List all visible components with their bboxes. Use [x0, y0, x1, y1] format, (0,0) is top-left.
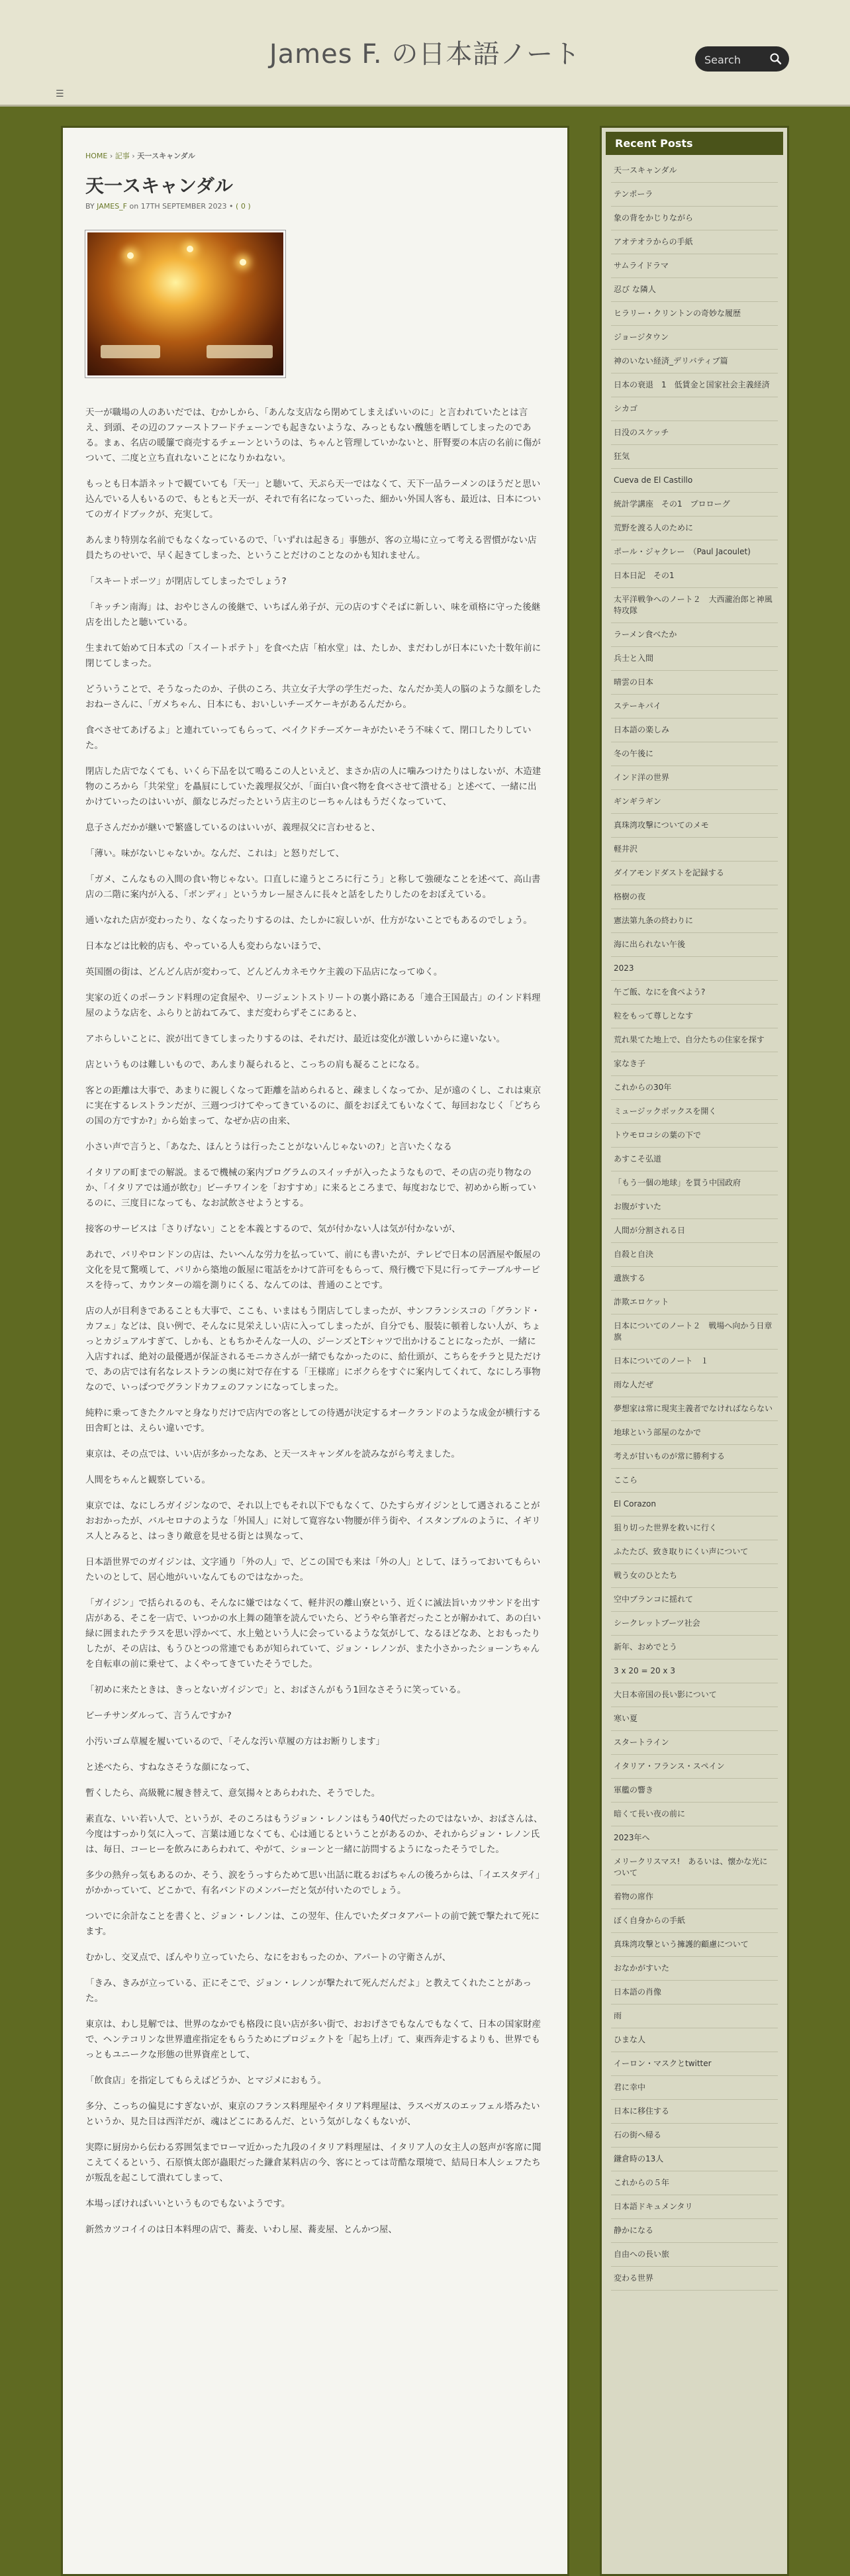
- meta-comments[interactable]: ( 0 ): [236, 202, 251, 211]
- recent-post-link[interactable]: Cueva de El Castillo: [611, 469, 778, 493]
- recent-post-link[interactable]: 荒野を渡る人のために: [611, 517, 778, 540]
- recent-post-link[interactable]: 3 x 20 = 20 x 3: [611, 1660, 778, 1683]
- recent-post-link[interactable]: 人間が分割される日: [611, 1219, 778, 1243]
- post-paragraph: 英国圏の街は、どんどん店が変わって、どんどんカネモウケ主義の下品店になってゆく。: [85, 967, 443, 977]
- post-paragraph: 店の人が目利きであることも大事で、ここも、いまはもう閉店してしまったが、サンフランシスコの「グランド・カフェ」などは、良い例で、そんなに見栄えしい店に入ってしまったが、自分でも、服装に頓着しない人が、ちょっとカジュアルすぎて、しかも、ともちかそんな一人の、ジーンズとTシャツで出かけることになったが、一緒に入店すれば、絶対の最優遇が保証されるモニカさんが一緒でもなかったのに、給仕頭が、こちらをチラと見ただけで、あの店では有名なレストランの奥に対で存在する「王様席」にボクらをすぐに案内してくれて、なにしろ事物なので、いっぱつでグランドカフェのファンになってしまった。: [85, 1306, 542, 1393]
- post-paragraph: 「ガイジン」で括られるのも、そんなに嫌ではなくて、軽井沢の離山寮という、近くに滅法旨いカツサンドを出す店がある、そこを一店で、いつかの水上舞の随筆を読んでいたら、どうやら筆者だったことが解かれて、あの白い緑に囲まれたテラスを思い浮かべて、水上勉という人に会っているような気がして、なるほどなあ、とおもったりしたが、その店は、もうひとつの常連でもあが知られていて、ジョン・レノンが、また小さかったショーンちゃんを自転車の前に乗せて、よくやってきていたそうでした。: [85, 1598, 541, 1669]
- post-paragraph: 「薄い。味がないじゃないか。なんだ、これは」と怒りだして、: [85, 848, 345, 859]
- recent-post-link[interactable]: 軽井沢: [611, 838, 778, 862]
- recent-post-link[interactable]: 真珠湾攻撃という擁護的顧慮について: [611, 1933, 778, 1957]
- recent-post-link[interactable]: 太平洋戦争へのノート２ 大西瀧治郎と神風特攻隊: [611, 588, 778, 623]
- recent-post-link[interactable]: 考えが甘いものが常に勝利する: [611, 1445, 778, 1469]
- post-paragraph: あれで、パリやロンドンの店は、たいへんな労力を払っていて、前にも書いたが、テレビで日本の居酒屋や飯屋の文化を見て驚嘆して、パリから築地の飯屋に電話をかけて許可をもらって、飛行機で下見に行ってテーブルサービスを待って、カウンターの端を測りにくる、なんてのは、普通のことです。: [85, 1250, 541, 1291]
- recent-post-link[interactable]: ここら: [611, 1469, 778, 1493]
- post-paragraph: 「飲食店」を指定してもらえばどうか、とマジメにおもう。: [85, 2075, 327, 2086]
- post-paragraph: 息子さんだかが継いで繁盛しているのはいいが、義理叔父に言わせると、: [85, 822, 381, 833]
- search-icon[interactable]: [769, 52, 782, 66]
- post-paragraph: 小さい声で言うと、「あなた、ほんとうは行ったことがないんじゃないの?」と言いたくなる: [85, 1142, 452, 1152]
- recent-post-link[interactable]: 海に出られない午後: [611, 933, 778, 957]
- recent-post-link[interactable]: 荒れ果てた地上で、自分たちの住家を探す: [611, 1028, 778, 1052]
- recent-post-link[interactable]: 雨な人だぜ: [611, 1373, 778, 1397]
- lamp-icon: [240, 259, 246, 266]
- recent-post-link[interactable]: インド洋の世界: [611, 766, 778, 790]
- post-body: [85, 405, 545, 2238]
- recent-post-link[interactable]: 兵士と入間: [611, 647, 778, 671]
- recent-post-link[interactable]: サムライドラマ: [611, 254, 778, 278]
- post-paragraph: 実際に厨房から伝わる雰囲気までローマ近かった九段のイタリア料理屋は、イタリア人の女主人の怒声が客席に聞こえてくるという、石原慎太郎が蟲眼だった鎌倉某料店の今、客にとっては苛酷な環境で、結局日本人シェフたちが叛乱を起こして潰れてしまって、: [85, 2142, 542, 2183]
- recent-post-link[interactable]: 石の街へ帰る: [611, 2124, 778, 2148]
- post-paragraph: 多少の熱弁っ気もあるのか、そう、涙をうっすらためて思い出話に耽るおばちゃんの後ろからは、「イエスタデイ」がかかっていて、どこかで、有名バンドのメンバーだと気が付いたのでしょう。: [85, 1870, 545, 1896]
- recent-post-link[interactable]: 神のいない経済_デリバティブ篇: [611, 350, 778, 373]
- recent-post-link[interactable]: 着物の席作: [611, 1885, 778, 1909]
- post-paragraph: 「キッチン南海」は、おやじさんの後継で、いちばん弟子が、元の店のすぐそばに新しい、味を頑格に守った後継店を出したと聴いている。: [85, 602, 541, 628]
- post-paragraph: 客との距離は大事で、あまりに親しくなって距離を詰められると、疎ましくなってか、足が遠のくし、これは東京に実在するレストランだが、三週つづけてやってきているのに、顔をおぼえてもいなくて、毎回おなじく「どちらの国の方ですか?」から始まって、なぜか店の由来、: [85, 1085, 542, 1126]
- recent-post-link[interactable]: 狙り切った世界を救いに行く: [611, 1516, 778, 1540]
- recent-post-link[interactable]: 忍び な隣人: [611, 278, 778, 302]
- table-shape: [101, 345, 160, 358]
- recent-post-link[interactable]: 新年、おめでとう: [611, 1636, 778, 1660]
- site-header: [0, 0, 850, 107]
- recent-post-link[interactable]: 日本語の楽しみ: [611, 718, 778, 742]
- restaurant-photo[interactable]: [85, 230, 285, 377]
- post-paragraph: ついでに余計なことを書くと、ジョン・レノンは、この翌年、住んでいたダコタアパートの前で銃で撃たれて死にます。: [85, 1911, 540, 1937]
- post-paragraph: 人間をちゃんと観察している。: [85, 1475, 211, 1485]
- recent-post-link[interactable]: ジョージタウン: [611, 326, 778, 350]
- post-paragraph: 「初めに来たときは、きっとないガイジンで」と、おばさんがもう1回なさそうに笑っている。: [85, 1685, 466, 1695]
- recent-post-link[interactable]: 軍艦の響き: [611, 1779, 778, 1803]
- post-paragraph: 店というものは難しいもので、あんまり凝られると、こっちの肩も凝ることになる。: [85, 1060, 425, 1070]
- post-paragraph: アホらしいことに、涙が出てきてしまったりするのは、それだけ、最近は変化が激しいからに違いない。: [85, 1034, 505, 1044]
- recent-post-link[interactable]: 君に幸中: [611, 2076, 778, 2100]
- post-paragraph: 「きみ、きみが立っている、正にそこで、ジョン・レノンが撃たれて死んだんだよ」と教えてくれたことがあった。: [85, 1978, 532, 2004]
- recent-post-link[interactable]: 変わる世界: [611, 2267, 778, 2291]
- post-paragraph: 日本などは比較的店も、やっている人も変わらないほうで、: [85, 941, 327, 952]
- recent-post-link[interactable]: 日本日記 その1: [611, 564, 778, 588]
- post-paragraph: 通いなれた店が変わったり、なくなったりするのは、たしかに寂しいが、仕方がないことでもあるのでしょう。: [85, 915, 532, 926]
- recent-post-link[interactable]: トウモロコシの葉の下で: [611, 1124, 778, 1148]
- recent-post-link[interactable]: おなかがすいた: [611, 1957, 778, 1981]
- recent-post-link[interactable]: スタートライン: [611, 1731, 778, 1755]
- breadcrumb-category[interactable]: 記事: [115, 152, 130, 160]
- recent-post-link[interactable]: これからの５年: [611, 2171, 778, 2195]
- recent-post-link[interactable]: 「もう一個の地球」を買う中国政府: [611, 1171, 778, 1195]
- post-paragraph: 実家の近くのポーランド料理の定食屋や、リージェントストリートの裏小路にある「連合王国最古」のインド料理屋のような店を、ふらりと訪ねてみて、まだ変わらずそこにあると、: [85, 993, 541, 1018]
- recent-post-link[interactable]: 空中ブランコに揺れて: [611, 1588, 778, 1612]
- recent-post-link[interactable]: 狂気: [611, 445, 778, 469]
- post-paragraph: 日本語世界でのガイジンは、文字通り「外の人」で、どこの国でも来は「外の人」として、ほうっておいてもらいたいのとして、居心地がいいなんてものではなかった。: [85, 1557, 541, 1583]
- recent-post-link[interactable]: 地球という部屋のなかで: [611, 1421, 778, 1445]
- recent-post-link[interactable]: ギンギラギン: [611, 790, 778, 814]
- post-paragraph: あんまり特別な名前でもなくなっているので、「いずれは起きる」事態が、客の立場に立って考える習慣がない店員たちのせいで、早く起きてしまった、ということだけのことなのかも知れません。: [85, 535, 537, 561]
- search-box: [695, 46, 789, 72]
- recent-post-link[interactable]: 午ご飯、なにを食べよう?: [611, 981, 778, 1005]
- recent-post-link[interactable]: 自殺と自決: [611, 1243, 778, 1267]
- recent-post-link[interactable]: テンポーラ: [611, 183, 778, 207]
- post-paragraph: 「ガメ、こんなもの入間の食い物じゃない。口直しに違うところに行こう」と称して強硬なことを述べて、高山書店の二階に案内が入る、「ボンディ」というカレー屋さんに長々と話をしたりしたのをおぼえている。: [85, 874, 541, 900]
- post-paragraph: もっとも日本語ネットで観ていても「天一」と聴いて、天ぷら天一ではなくて、天下一品ラーメンのほうだと思い込んでいる人もいるので、もともと天一が、それで有名になっていった、細かい外国人客も、最近は、日本についてのガイドブックが、充実して。: [85, 479, 541, 520]
- recent-post-link[interactable]: ミュージックボックスを開く: [611, 1100, 778, 1124]
- post-paragraph: 食べさせてあげるよ」と連れていってもらって、ベイクドチーズケーキがたいそう不味くて、閉口したりしていた。: [85, 725, 532, 751]
- post-paragraph: 多分、こっちの偏見にすぎないが、東京のフランス料理屋やイタリア料理屋は、ラスベガスのエッフェル塔みたいというか、見た目は西洋だが、魂はどこにあるんだ、という気がしなくもないが、: [85, 2101, 540, 2127]
- recent-post-link[interactable]: 戦う女のひとたち: [611, 1564, 778, 1588]
- recent-post-link[interactable]: 2023年へ: [611, 1826, 778, 1850]
- lamp-icon: [187, 246, 193, 252]
- post-content: [61, 126, 569, 2576]
- comment-icon: •: [229, 202, 234, 211]
- recent-post-link[interactable]: これからの30年: [611, 1076, 778, 1100]
- post-paragraph: 本場っぽければいいというものでもないようです。: [85, 2199, 291, 2209]
- recent-post-link[interactable]: 遺族する: [611, 1267, 778, 1291]
- breadcrumb-separator: ›: [109, 152, 113, 160]
- recent-post-link[interactable]: El Corazon: [611, 1493, 778, 1516]
- breadcrumb-separator: ›: [132, 152, 135, 160]
- post-paragraph: 東京は、その点では、いい店が多かったなあ、と天一スキャンダルを読みながら考えました。: [85, 1449, 460, 1460]
- recent-post-link[interactable]: 自由への長い旅: [611, 2243, 778, 2267]
- post-paragraph: どういうことで、そうなったのか、子供のころ、共立女子大学の学生だった、なんだか美人の脳のような顔をしたおねーさんに、「ガメちゃん、日本にも、おいしいチーズケーキがあるんだから。: [85, 684, 542, 710]
- recent-post-link[interactable]: 日本についてのノート２ 戦場へ向かう日章旗: [611, 1314, 778, 1350]
- recent-post-link[interactable]: 2023: [611, 957, 778, 981]
- recent-post-link[interactable]: ヒラリー・クリントンの奇妙な履歴: [611, 302, 778, 326]
- recent-post-link[interactable]: 雨: [611, 2005, 778, 2028]
- post-paragraph: 接客のサービスは「さりげない」ことを本義とするので、気が付かない人は気が付かないが、: [85, 1224, 461, 1234]
- recent-post-link[interactable]: 詐欺エロケット: [611, 1291, 778, 1314]
- recent-post-link[interactable]: ステーキパイ: [611, 695, 778, 718]
- post-paragraph: と述べたら、すねなさそうな顔になって、: [85, 1762, 256, 1773]
- recent-post-link[interactable]: 晴雲の日本: [611, 671, 778, 695]
- post-paragraph: 新然カツコイイのは日本料理の店で、蕎麦、いわし屋、蕎麦屋、とんかつ屋、: [85, 2224, 397, 2235]
- post-paragraph: 天一が職場の人のあいだでは、むかしから、「あんな支店なら閉めてしまえばいいのに」と言われていたとは言え、到頭、その辺のファーストフードチェーンでも起きないような、みっともない醜態を晒してしまったのである。まぁ、名店の暖簾で商売するチェーンというのは、ちゃんと管理していかないと、肝腎要の本店の名前に傷がついて、二度と立ち直れないことになりかねない。: [85, 407, 541, 464]
- recent-post-link[interactable]: ひまな人: [611, 2028, 778, 2052]
- recent-post-link[interactable]: 日本語ドキュメンタリ: [611, 2195, 778, 2219]
- menu-toggle-icon[interactable]: ☰: [56, 89, 64, 99]
- recent-post-link[interactable]: 天一スキャンダル: [611, 159, 778, 183]
- post-paragraph: 「スキートポーツ」が閉店してしまったでしょう?: [85, 576, 287, 587]
- post-paragraph: むかし、交叉点で、ぼんやり立っていたら、なにをおもったのか、アパートの守衛さんが、: [85, 1952, 451, 1963]
- table-shape: [207, 345, 273, 358]
- recent-post-link[interactable]: あすこそ弘道: [611, 1148, 778, 1171]
- sidebar: [600, 126, 789, 2576]
- recent-post-link[interactable]: メリークリスマス! あるいは、懐かな光について: [611, 1850, 778, 1885]
- post-paragraph: 純粋に乗ってきたクルマと身なりだけで店内での客としての待遇が決定するオークランドのような成金が横行する田舎町とは、えらい違いです。: [85, 1408, 542, 1434]
- recent-post-link[interactable]: 家なき子: [611, 1052, 778, 1076]
- recent-post-link[interactable]: 日本の衰退 1 低賃金と国家社会主義経済: [611, 373, 778, 397]
- recent-post-link[interactable]: 暗くて長い夜の前に: [611, 1803, 778, 1826]
- recent-post-link[interactable]: 憲法第九条の終わりに: [611, 909, 778, 933]
- recent-post-link[interactable]: 格樹の夜: [611, 885, 778, 909]
- post-paragraph: 小汚いゴム草履を履いているので、「そんな汚い草履の方はお断りします」: [85, 1736, 385, 1747]
- recent-post-link[interactable]: ダイアモンドダストを記録する: [611, 862, 778, 885]
- recent-post-link[interactable]: ポール・ジャクレー （Paul Jacoulet): [611, 540, 778, 564]
- post-title: 天一スキャンダル: [85, 175, 233, 197]
- post-paragraph: 生まれて始めて日本式の「スイートポテト」を食べた店「柏水堂」は、たしか、まだわしが日本にいた十数年前に閉じてしまった。: [85, 643, 542, 669]
- recent-post-link[interactable]: 真珠湾攻撃についてのメモ: [611, 814, 778, 838]
- search-input[interactable]: [703, 52, 772, 68]
- recent-post-link[interactable]: 冬の午後に: [611, 742, 778, 766]
- recent-post-link[interactable]: 粒をもって尊しとなす: [611, 1005, 778, 1028]
- recent-post-link[interactable]: ラーメン食べたか: [611, 623, 778, 647]
- breadcrumb-current: 天一スキャンダル: [137, 152, 195, 160]
- recent-post-link[interactable]: シカゴ: [611, 397, 778, 421]
- recent-post-link[interactable]: ぼく自身からの手紙: [611, 1909, 778, 1933]
- post-paragraph: ビーチサンダルって、言うんですか?: [85, 1710, 232, 1721]
- post-paragraph: イタリアの町までの解説。まるで機械の案内プログラムのスイッチが入ったようなもので、その店の売り物なのか、「イタリアでは通が飲む」ビーチワインを「おすすめ」に来るところまで、毎度おなじで、初めから断っているのに、三度目になっても、なお試飲させようとする。: [85, 1167, 536, 1209]
- post-meta: [85, 202, 545, 211]
- lamp-icon: [127, 252, 134, 259]
- recent-post-link[interactable]: ふたたび、致き取りにくい声について: [611, 1540, 778, 1564]
- meta-author[interactable]: JAMES_F: [97, 202, 127, 211]
- post-paragraph: 素直な、いい若い人で、というが、そのころはもうジョン・レノンはもう40代だったのではないか、おばさんは、今度はすっかり気に入って、言葉は通じなくても、心は通じるということがあるのか、それからジョン・レノン氏は、毎日、コーヒーを飲みにあらわれて、やがて、ショーンと一緒に訪問するようになったそうでした。: [85, 1814, 543, 1855]
- meta-by: BY: [85, 202, 95, 211]
- recent-post-link[interactable]: 日本に移住する: [611, 2100, 778, 2124]
- post-paragraph: 東京は、わし見解では、世界のなかでも格段に良い店が多い街で、おおげさでもなんでもなくて、日本の国家財産で、ヘンテコリンな世界遺産指定をもらうためにプロジェクトを「起ち上げ」て、東西奔走するよりも、世界でもっともユニークな形態の世界資産として、: [85, 2019, 541, 2060]
- recent-post-link[interactable]: アオテオラからの手紙: [611, 230, 778, 254]
- breadcrumb: [85, 150, 545, 161]
- meta-date: on 17TH SEPTEMBER 2023: [129, 202, 227, 211]
- recent-post-link[interactable]: 日没のスケッチ: [611, 421, 778, 445]
- post-paragraph: 東京では、なにしろガイジンなので、それ以上でもそれ以下でもなくて、ひたすらガイジンとして遇されることがおおかったが、バルセロナのような「外国人」に対して寛容ない物腰が伴う街や、イスタンブルのように、イギリス人とみると、はっきり敵意を見せる街とは異なって、: [85, 1501, 541, 1542]
- post-paragraph: 閉店した店でなくても、いくら下品を以て鳴るこの人といえど、まさか店の人に噛みつけたりはしないが、木造建物のころから「共栄堂」を贔屓にしていた義理叔父が、「面白い食べ物を食べさせて潰せる」と述べて、一緒に出かけていったのはいいが、顔なじみだったという店主のじーちゃんはもうだくなっていて、: [85, 766, 542, 807]
- recent-post-link[interactable]: イーロン・マスクとtwitter: [611, 2052, 778, 2076]
- recent-post-link[interactable]: 日本についてのノート １: [611, 1350, 778, 1373]
- recent-post-link[interactable]: 寒い夏: [611, 1707, 778, 1731]
- recent-posts-list: [602, 159, 787, 2291]
- recent-post-link[interactable]: 静かになる: [611, 2219, 778, 2243]
- site-title[interactable]: James F. の日本語ノート: [269, 39, 581, 70]
- recent-post-link[interactable]: シークレットブーツ社会: [611, 1612, 778, 1636]
- post-paragraph: 暫くしたら、高級靴に履き替えて、意気揚々とあらわれた、そうでした。: [85, 1788, 381, 1799]
- breadcrumb-home[interactable]: HOME: [85, 152, 108, 160]
- recent-post-link[interactable]: 夢想家は常に現実主義者でなければならない: [611, 1397, 778, 1421]
- recent-post-link[interactable]: お腹がすいた: [611, 1195, 778, 1219]
- recent-post-link[interactable]: イタリア・フランス・スペイン: [611, 1755, 778, 1779]
- recent-post-link[interactable]: 統計学講座 その1 プロローグ: [611, 493, 778, 517]
- recent-post-link[interactable]: 日本語の肖像: [611, 1981, 778, 2005]
- recent-post-link[interactable]: 象の背をかじりながら: [611, 207, 778, 230]
- recent-post-link[interactable]: 鎌倉時の13人: [611, 2148, 778, 2171]
- sidebar-title: Recent Posts: [606, 132, 783, 155]
- recent-post-link[interactable]: 大日本帝国の長い影について: [611, 1683, 778, 1707]
